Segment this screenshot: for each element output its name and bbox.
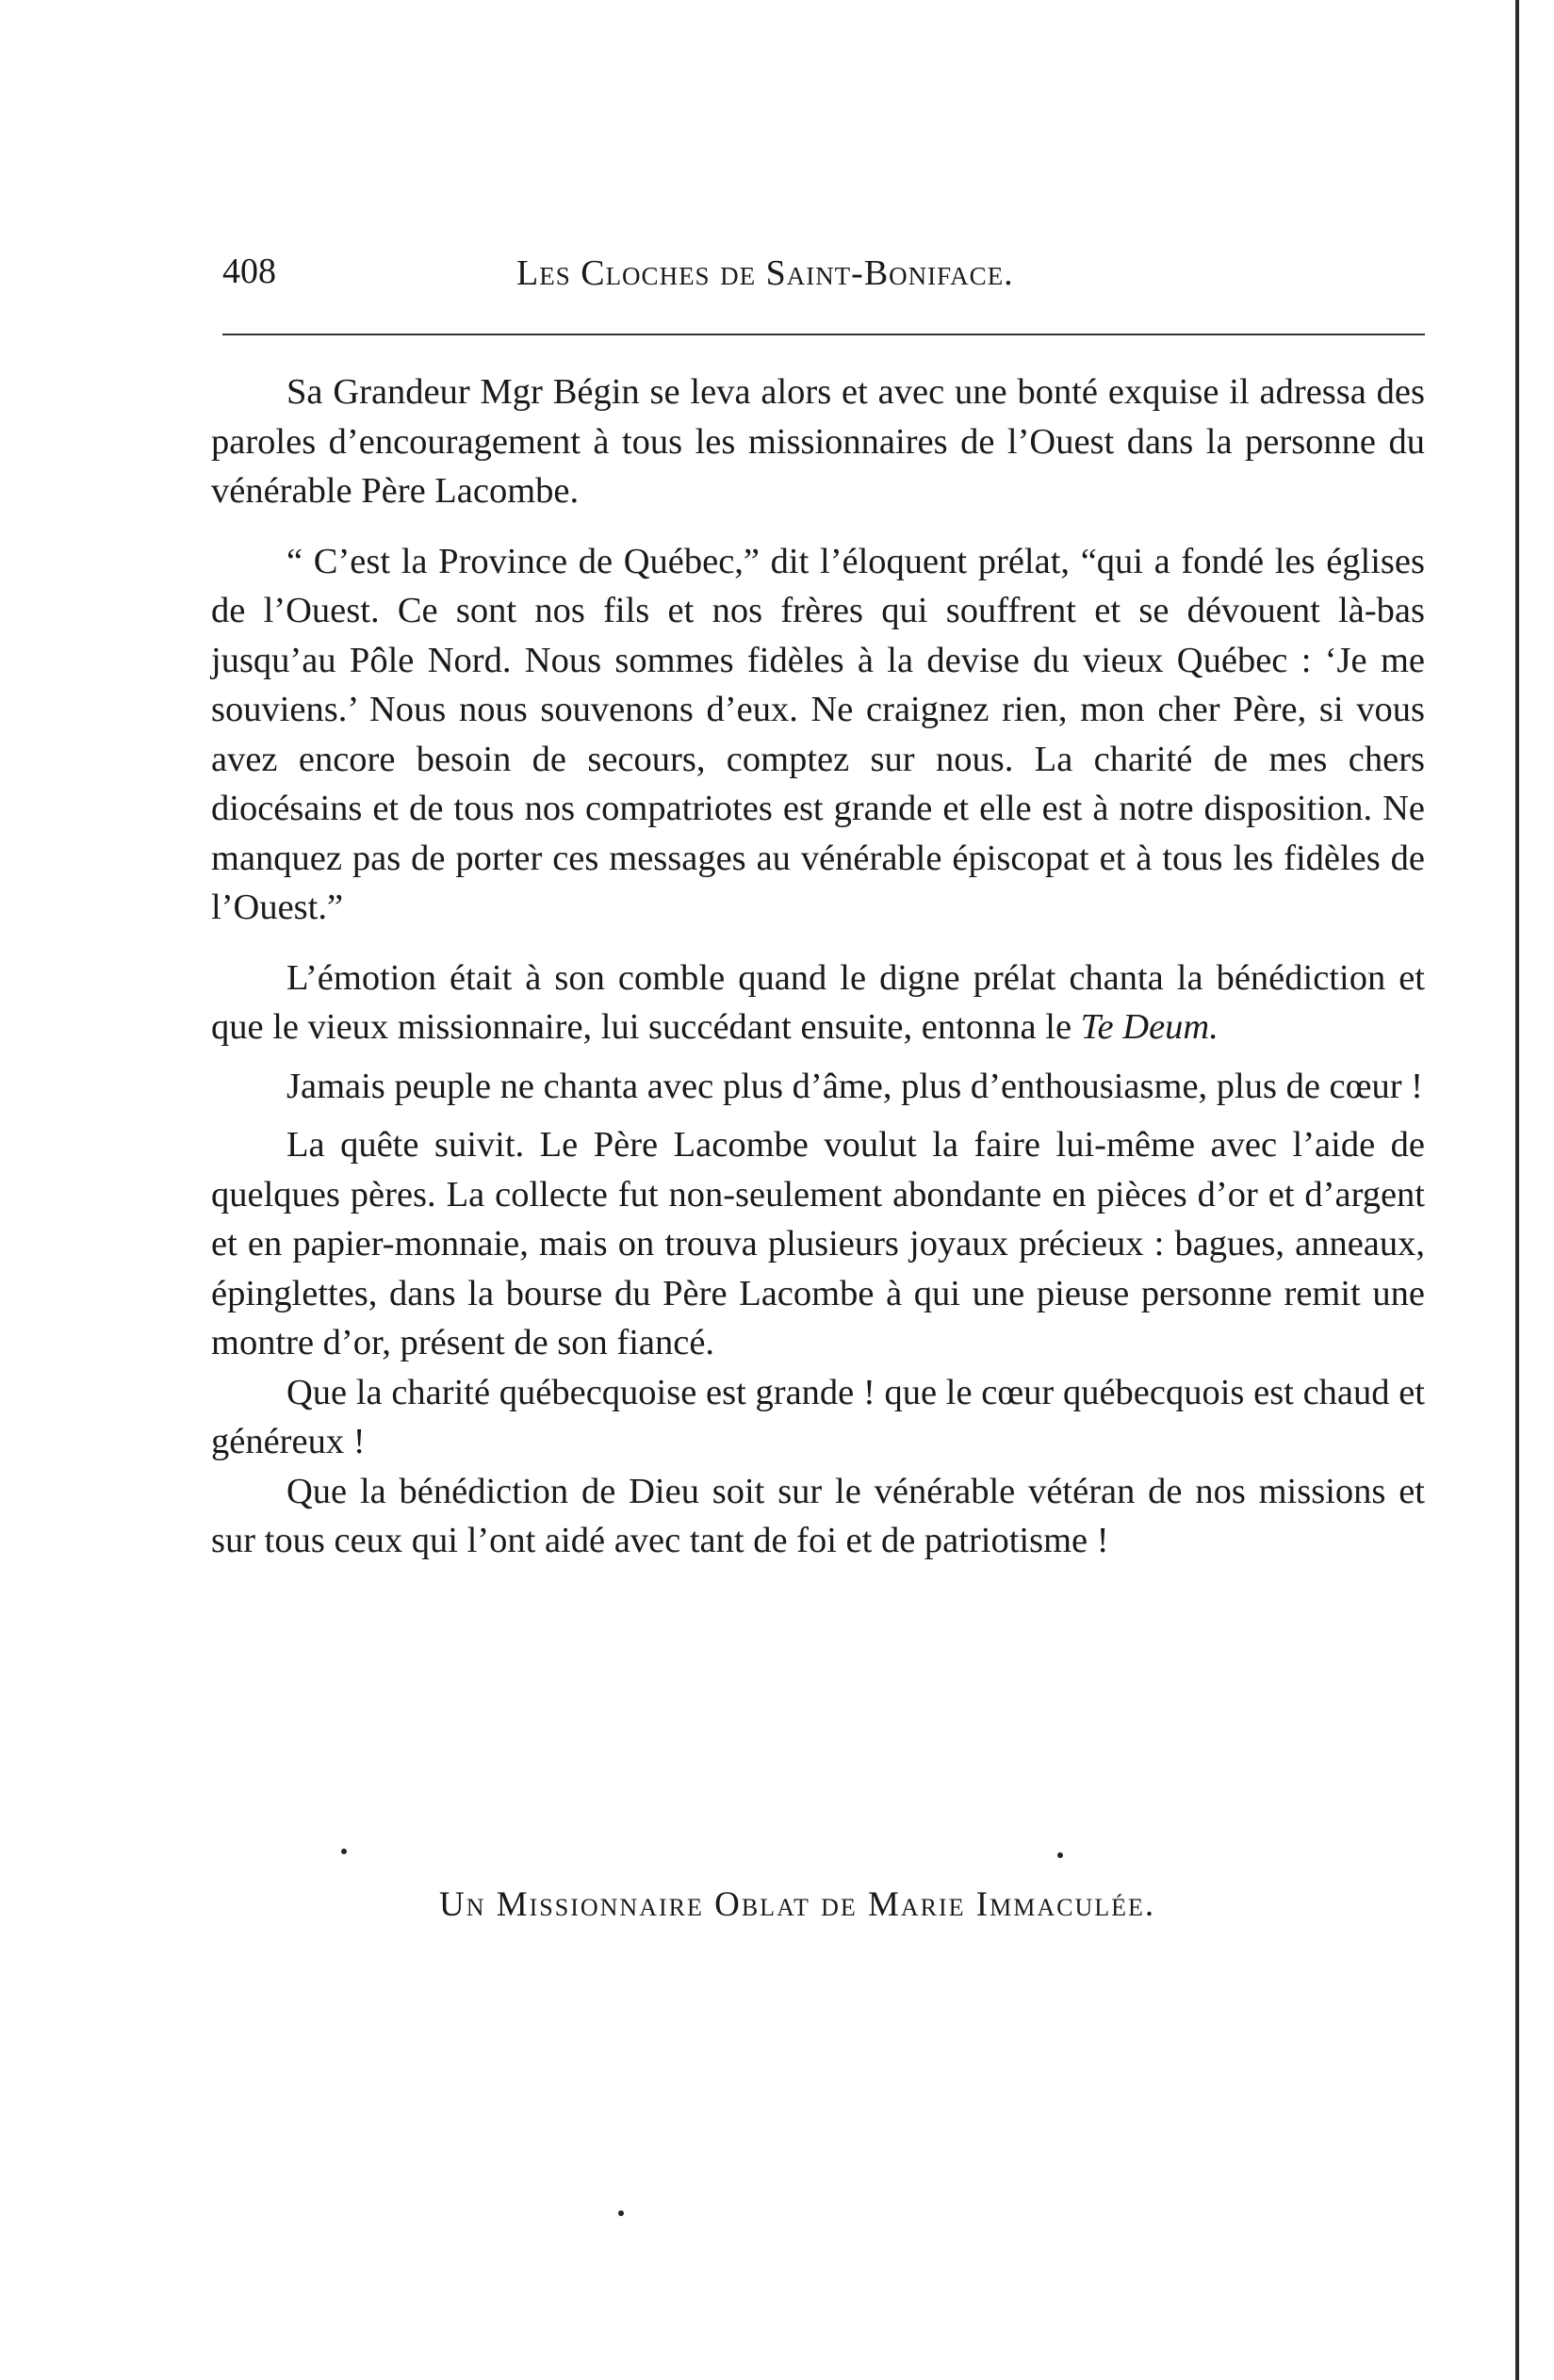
running-title: Les Cloches de Saint-Boniface. — [516, 253, 1014, 293]
paragraph: Que la charité québecquoise est grande ! que le cœur québecquois est chaud et généreux ! — [211, 1372, 1425, 1461]
signature-line: Un Missionnaire Oblat de Marie Immaculée. — [439, 1885, 1156, 1924]
italic-phrase: Te Deum. — [1080, 1007, 1219, 1047]
paragraph — [211, 954, 1425, 1052]
ink-speck — [1057, 1852, 1063, 1858]
header-rule — [222, 334, 1425, 335]
paragraph: Jamais peuple ne chanta avec plus d’âme, plus d’enthousiasme, plus de cœur ! — [286, 1066, 1423, 1106]
paragraph-text: L’émotion était à son comble quand le digne prélat chanta la bénédiction et que le vieux missionnaire, lui succédant ensuite, entonna le — [211, 957, 1425, 1047]
ink-speck — [618, 2210, 624, 2216]
page-number: 408 — [222, 252, 276, 291]
body-text — [211, 367, 1425, 1566]
page-header — [222, 247, 1429, 303]
page-edge-border — [1515, 0, 1519, 2380]
paragraph: Sa Grandeur Mgr Bégin se leva alors et avec une bonté exquise il adressa des paroles d’encouragement à tous les missionnaires de l’Ouest dans la personne du vénérable Père Lacombe. — [211, 372, 1425, 511]
paragraph: “ C’est la Province de Québec,” dit l’éloquent prélat, “qui a fondé les églises de l’Ouest. Ce sont nos fils et nos frères qui souffrent et se dévouent là-bas jusqu’au Pôle Nord. Nous sommes fidèles à la devise du vieux Québec : ‘Je me souviens.’ Nous nous souvenons d’eux. Ne craignez rien, mon cher Père, si vous avez encore besoin de secours, comptez sur nous. La charité de mes chers diocésains et de tous nos compatriotes est grande et elle est à notre disposition. Ne manquez pas de porter ces messages au vénérable épiscopat et à tous les fidèles de l’Ouest.” — [211, 541, 1425, 927]
paragraph: La quête suivit. Le Père Lacombe voulut la faire lui-même avec l’aide de quelques pères. La collecte fut non-seulement abondante en pièces d’or et d’argent et en papier-monnaie, mais on trouva plusieurs joyaux précieux : bagues, anneaux, épinglettes, dans la bourse du Père Lacombe à qui une pieuse personne remit une montre d’or, présent de son fiancé. — [211, 1125, 1425, 1362]
ink-speck — [341, 1849, 347, 1854]
paragraph: Que la bénédiction de Dieu soit sur le vénérable vétéran de nos missions et sur tous ceux qui l’ont aidé avec tant de foi et de patriotisme ! — [211, 1471, 1425, 1560]
